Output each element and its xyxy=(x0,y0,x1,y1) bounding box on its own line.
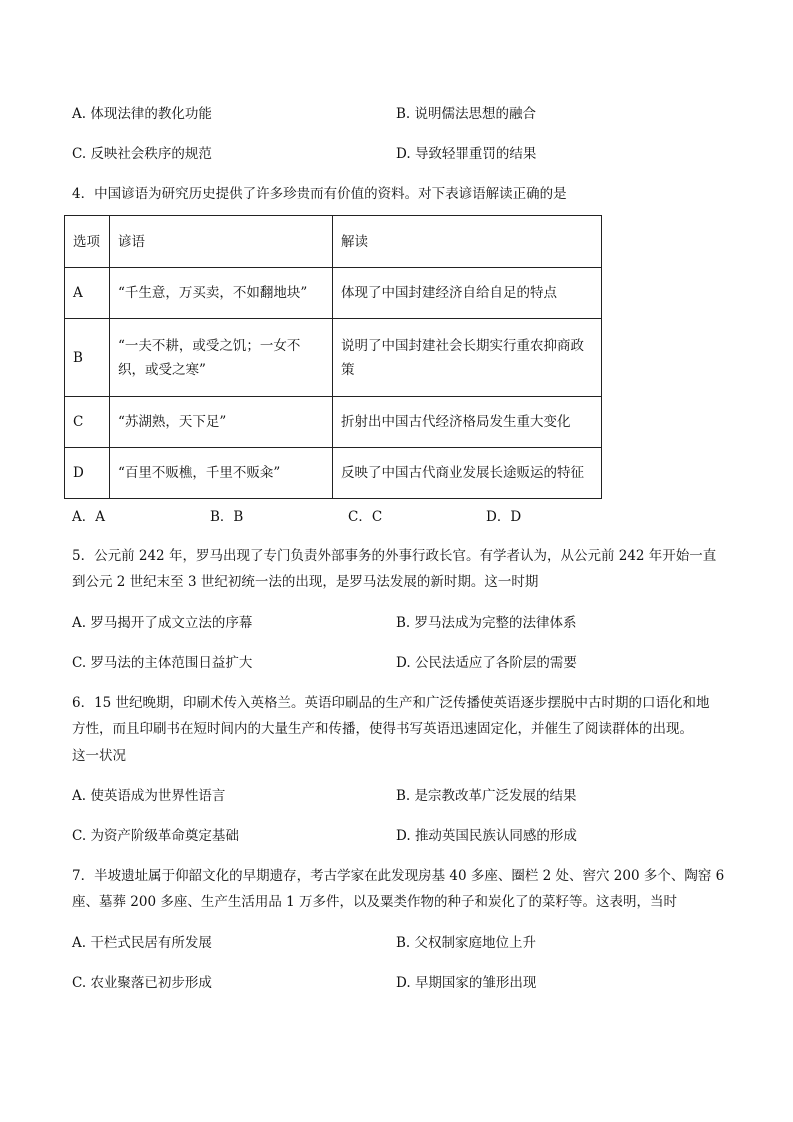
cell-option: D xyxy=(65,448,110,499)
table-header-row xyxy=(65,216,602,268)
q5-option-c xyxy=(72,653,252,673)
option-key: C. xyxy=(72,655,87,671)
q7-stem-line1: 7．半坡遗址属于仰韶文化的早期遗存，考古学家在此发现房基 40 多座、圈栏 2 处、窖穴 200 多个、陶窑 6 xyxy=(72,868,725,884)
q7-option-b xyxy=(396,933,536,953)
option-key: C. xyxy=(72,146,87,162)
q5-option-b xyxy=(396,613,577,633)
q5-stem-line2: 到公元 2 世纪末至 3 世纪初统一法的出现，是罗马法发展的新时期。这一时期 xyxy=(72,574,539,590)
option-text: 导致轻罪重罚的结果 xyxy=(414,146,537,162)
option-key: C. xyxy=(72,975,87,991)
option-key: A. xyxy=(72,788,87,804)
header-option: 选项 xyxy=(65,216,110,268)
option-text: 干栏式民居有所发展 xyxy=(90,935,212,951)
cell-saying: “一夫不耕，或受之饥；一女不织，或受之寒” xyxy=(110,319,333,397)
q6-stem-line1: 6．15 世纪晚期，印刷术传入英格兰。英语印刷品的生产和广泛传播使英语逐步摆脱中古时期的口语化和地 xyxy=(72,695,710,711)
option-text: 罗马法的主体范围日益扩大 xyxy=(90,655,253,671)
option-text: 罗马法成为完整的法律体系 xyxy=(414,615,577,631)
cell-option: C xyxy=(65,397,110,448)
cell-saying: “苏湖熟，天下足” xyxy=(110,397,333,448)
table-row xyxy=(65,319,602,397)
q4-answer-d: D．D xyxy=(486,509,522,525)
q7-option-a xyxy=(72,933,212,953)
option-text: 早期国家的雏形出现 xyxy=(414,975,537,991)
q3-option-c xyxy=(72,144,212,164)
option-text: 体现法律的教化功能 xyxy=(90,106,212,122)
option-text: 推动英国民族认同感的形成 xyxy=(414,828,577,844)
option-key: A. xyxy=(72,106,87,122)
option-text: 罗马揭开了成文立法的序幕 xyxy=(90,615,253,631)
q4-answer-c: C．C xyxy=(348,509,383,525)
q6-stem-line3: 这一状况 xyxy=(72,748,126,764)
option-key: A. xyxy=(72,935,87,951)
option-key: D. xyxy=(396,655,411,671)
option-text: 为资产阶级革命奠定基础 xyxy=(90,828,239,844)
table-row xyxy=(65,268,602,319)
cell-option: B xyxy=(65,319,110,397)
option-key: B. xyxy=(396,106,411,122)
q5-option-a xyxy=(72,613,252,633)
cell-interpretation: 说明了中国封建社会长期实行重农抑商政策 xyxy=(333,319,602,397)
q7-option-d xyxy=(396,973,536,993)
option-key: B. xyxy=(396,615,411,631)
option-text: 农业聚落已初步形成 xyxy=(90,975,212,991)
option-key: B. xyxy=(396,935,411,951)
option-key: D. xyxy=(396,828,411,844)
table-row xyxy=(65,448,602,499)
q4-stem: 4．中国谚语为研究历史提供了许多珍贵而有价值的资料。对下表谚语解读正确的是 xyxy=(72,186,567,202)
q3-option-a xyxy=(72,104,212,124)
q6-option-d xyxy=(396,826,577,846)
header-saying: 谚语 xyxy=(110,216,333,268)
q4-table xyxy=(64,215,602,499)
q3-option-b xyxy=(396,104,536,124)
option-key: C. xyxy=(72,828,87,844)
cell-interpretation: 反映了中国古代商业发展长途贩运的特征 xyxy=(333,448,602,499)
option-text: 说明儒法思想的融合 xyxy=(414,106,537,122)
q6-option-b xyxy=(396,786,577,806)
option-text: 公民法适应了各阶层的需要 xyxy=(414,655,577,671)
q5-stem-line1: 5．公元前 242 年，罗马出现了专门负责外部事务的外事行政长官。有学者认为，从公元前 242 年开始一直 xyxy=(72,548,717,564)
option-text: 反映社会秩序的规范 xyxy=(90,146,212,162)
table-row xyxy=(65,397,602,448)
q5-option-d xyxy=(396,653,577,673)
header-interpretation: 解读 xyxy=(333,216,602,268)
cell-saying: “百里不贩樵，千里不贩籴” xyxy=(110,448,333,499)
cell-interpretation: 折射出中国古代经济格局发生重大变化 xyxy=(333,397,602,448)
q7-option-c xyxy=(72,973,212,993)
option-key: D. xyxy=(396,975,411,991)
option-text: 父权制家庭地位上升 xyxy=(414,935,537,951)
q4-answer-a: A．A xyxy=(72,509,105,525)
q4-answer-b: B．B xyxy=(210,509,244,525)
q6-option-a xyxy=(72,786,225,806)
option-key: A. xyxy=(72,615,87,631)
option-key: D. xyxy=(396,146,411,162)
q6-stem-line2: 方性，而且印刷书在短时间内的大量生产和传播，使得书写英语迅速固定化，并催生了阅读群体的出现。 xyxy=(72,721,693,737)
q6-option-c xyxy=(72,826,239,846)
q3-option-d xyxy=(396,144,536,164)
option-text: 是宗教改革广泛发展的结果 xyxy=(414,788,577,804)
cell-interpretation: 体现了中国封建经济自给自足的特点 xyxy=(333,268,602,319)
cell-option: A xyxy=(65,268,110,319)
option-text: 使英语成为世界性语言 xyxy=(90,788,226,804)
q7-stem-line2: 座、墓葬 200 多座、生产生活用品 1 万多件，以及粟类作物的种子和炭化了的菜籽等。这表明，当时 xyxy=(72,894,678,910)
cell-saying: “千生意，万买卖，不如翻地块” xyxy=(110,268,333,319)
option-key: B. xyxy=(396,788,411,804)
